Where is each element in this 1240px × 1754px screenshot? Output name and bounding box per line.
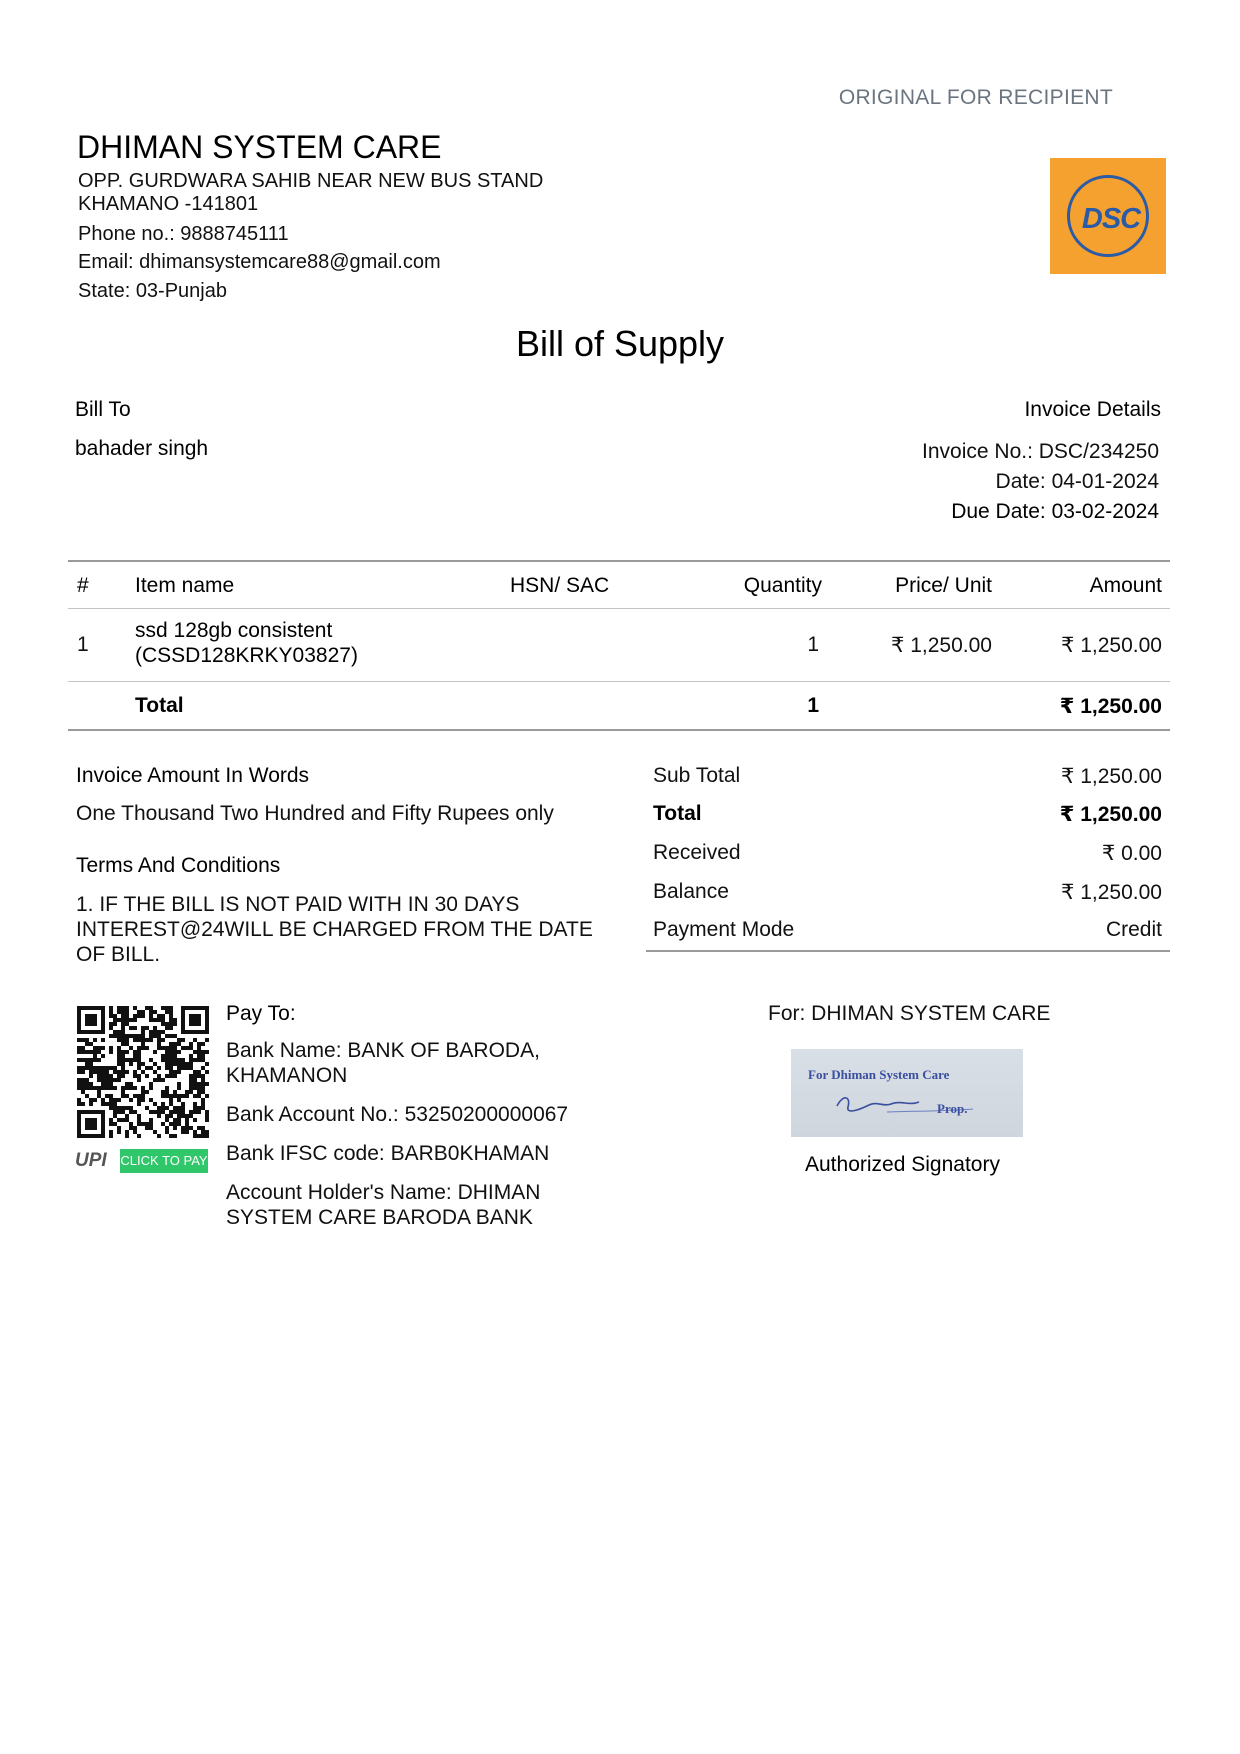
col-header-quantity: Quantity xyxy=(743,574,822,597)
row-item-code: (CSSD128KRKY03827) xyxy=(135,644,358,667)
invoice-date: Date: 04-01-2024 xyxy=(995,470,1159,493)
click-to-pay-button[interactable]: CLICK TO PAY xyxy=(120,1149,208,1173)
copy-label: ORIGINAL FOR RECIPIENT xyxy=(838,86,1113,109)
pay-to-label: Pay To: xyxy=(226,1002,296,1025)
account-holder-line1: Account Holder's Name: DHIMAN xyxy=(226,1181,541,1204)
stamp-prop-text: Prop. xyxy=(937,1101,968,1116)
table-total-amount: ₹ 1,250.00 xyxy=(1059,695,1162,718)
signature-stamp xyxy=(791,1049,1023,1137)
bank-name-line1: Bank Name: BANK OF BARODA, xyxy=(226,1039,540,1062)
table-total-quantity: 1 xyxy=(807,694,819,717)
row-amount: ₹ 1,250.00 xyxy=(1061,634,1162,657)
invoice-details-label: Invoice Details xyxy=(1024,398,1161,421)
terms-line2: INTEREST@24WILL BE CHARGED FROM THE DATE xyxy=(76,918,593,941)
for-company-label: For: DHIMAN SYSTEM CARE xyxy=(768,1002,1051,1025)
payment-qr-code[interactable] xyxy=(77,1006,209,1138)
table-total-label: Total xyxy=(135,694,184,717)
invoice-number: Invoice No.: DSC/234250 xyxy=(922,440,1159,463)
bill-to-label: Bill To xyxy=(75,398,131,421)
table-top-rule xyxy=(68,560,1170,562)
row-index: 1 xyxy=(77,633,89,656)
terms-line1: 1. IF THE BILL IS NOT PAID WITH IN 30 DAYS xyxy=(76,893,520,916)
header-bottom-rule xyxy=(68,608,1170,609)
sub-total-value: ₹ 1,250.00 xyxy=(1061,765,1162,788)
bill-to-name: bahader singh xyxy=(75,437,209,460)
words-label: Invoice Amount In Words xyxy=(76,764,310,787)
bank-ifsc-code: Bank IFSC code: BARB0KHAMAN xyxy=(226,1142,550,1165)
logo-text: DSC xyxy=(1081,203,1141,235)
signature-stroke xyxy=(837,1098,919,1111)
company-address-line2: KHAMANO -141801 xyxy=(78,193,259,215)
sub-total-label: Sub Total xyxy=(653,764,741,787)
table-bottom-rule xyxy=(68,729,1170,731)
terms-line3: OF BILL. xyxy=(76,943,161,966)
col-header-hsn: HSN/ SAC xyxy=(510,574,610,597)
stamp-text: For Dhiman System Care xyxy=(808,1067,950,1082)
company-name: DHIMAN SYSTEM CARE xyxy=(77,129,442,165)
summary-bottom-rule xyxy=(646,950,1170,952)
summary-total-label: Total xyxy=(653,802,702,825)
document-title: Bill of Supply xyxy=(515,323,725,364)
col-header-index: # xyxy=(77,574,89,597)
received-value: ₹ 0.00 xyxy=(1101,842,1162,865)
upi-logo: UPI xyxy=(75,1150,107,1171)
col-header-price: Price/ Unit xyxy=(895,574,992,597)
bank-name-line2: KHAMANON xyxy=(226,1064,348,1087)
logo-ring xyxy=(1067,175,1149,257)
row-quantity: 1 xyxy=(807,633,819,656)
signature-graphic xyxy=(791,1049,1023,1137)
account-holder-line2: SYSTEM CARE BARODA BANK xyxy=(226,1206,533,1229)
company-address-line1: OPP. GURDWARA SAHIB NEAR NEW BUS STAND xyxy=(78,170,544,192)
balance-label: Balance xyxy=(653,880,729,903)
qr-code-graphic xyxy=(77,1006,209,1138)
col-header-item: Item name xyxy=(135,574,235,597)
balance-value: ₹ 1,250.00 xyxy=(1061,881,1162,904)
row-bottom-rule xyxy=(68,681,1170,682)
received-label: Received xyxy=(653,841,741,864)
amount-in-words: One Thousand Two Hundred and Fifty Rupees only xyxy=(76,802,554,825)
invoice-due-date: Due Date: 03-02-2024 xyxy=(951,500,1159,523)
authorized-signatory-label: Authorized Signatory xyxy=(805,1153,1000,1176)
company-logo xyxy=(1050,158,1166,274)
row-price: ₹ 1,250.00 xyxy=(891,634,992,657)
payment-mode-value: Credit xyxy=(1105,918,1162,941)
summary-total-value: ₹ 1,250.00 xyxy=(1059,803,1162,826)
company-state: State: 03-Punjab xyxy=(78,280,227,302)
col-header-amount: Amount xyxy=(1089,574,1162,597)
row-item-name: ssd 128gb consistent xyxy=(135,619,333,642)
company-phone: Phone no.: 9888745111 xyxy=(78,223,289,245)
bank-account-number: Bank Account No.: 53250200000067 xyxy=(226,1103,569,1126)
payment-mode-label: Payment Mode xyxy=(653,918,795,941)
terms-label: Terms And Conditions xyxy=(76,854,281,877)
company-email: Email: dhimansystemcare88@gmail.com xyxy=(78,251,441,273)
